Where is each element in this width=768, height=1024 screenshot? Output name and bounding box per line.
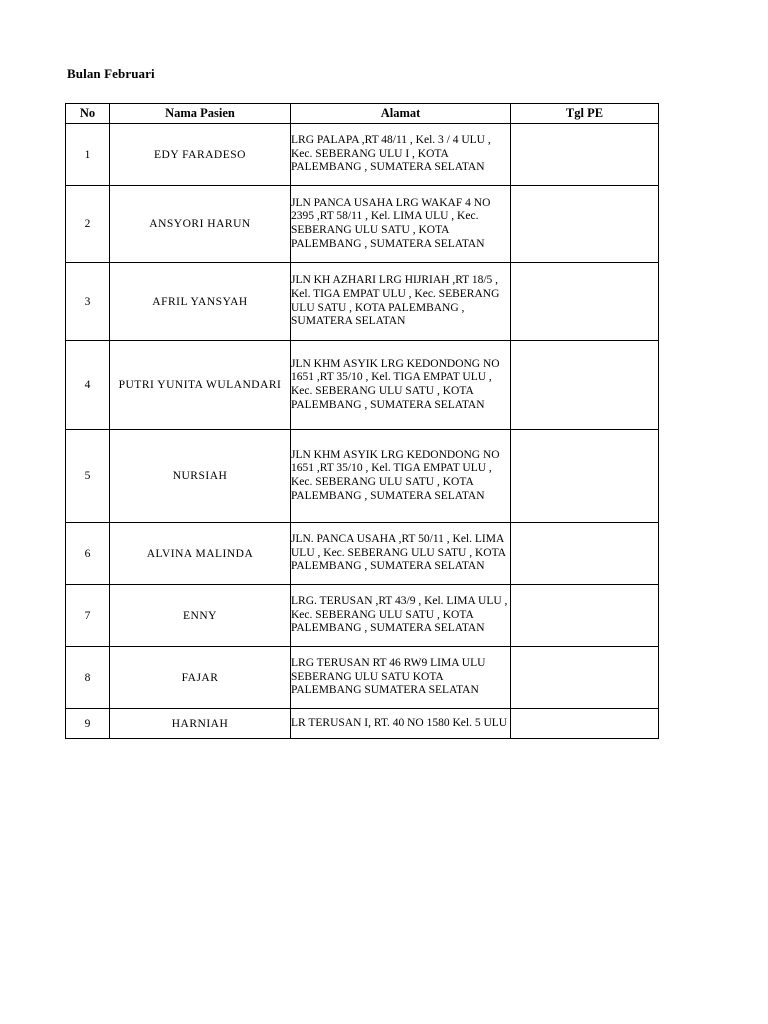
cell-no: 3 <box>66 263 110 341</box>
header-alamat: Alamat <box>291 104 511 124</box>
cell-nama-pasien: FAJAR <box>110 647 291 709</box>
cell-tgl-pe <box>511 585 659 647</box>
cell-tgl-pe <box>511 647 659 709</box>
cell-tgl-pe <box>511 430 659 523</box>
cell-no: 4 <box>66 341 110 430</box>
cell-no: 9 <box>66 709 110 739</box>
cell-nama-pasien: NURSIAH <box>110 430 291 523</box>
cell-alamat: JLN PANCA USAHA LRG WAKAF 4 NO 2395 ,RT 58/11 , Kel. LIMA ULU , Kec. SEBERANG ULU SATU , KOTA PALEMBANG , SUMATERA SELATAN <box>291 186 511 263</box>
cell-tgl-pe <box>511 186 659 263</box>
cell-nama-pasien: ENNY <box>110 585 291 647</box>
cell-tgl-pe <box>511 709 659 739</box>
header-no: No <box>66 104 110 124</box>
table-row <box>66 585 659 647</box>
cell-alamat: LRG. TERUSAN ,RT 43/9 , Kel. LIMA ULU , Kec. SEBERANG ULU SATU , KOTA PALEMBANG , SUMATERA SELATAN <box>291 585 511 647</box>
cell-nama-pasien: AFRIL YANSYAH <box>110 263 291 341</box>
cell-tgl-pe <box>511 124 659 186</box>
cell-alamat: JLN. PANCA USAHA ,RT 50/11 , Kel. LIMA ULU , Kec. SEBERANG ULU SATU , KOTA PALEMBANG , SUMATERA SELATAN <box>291 523 511 585</box>
cell-tgl-pe <box>511 263 659 341</box>
cell-nama-pasien: PUTRI YUNITA WULANDARI <box>110 341 291 430</box>
table-row <box>66 430 659 523</box>
table-row <box>66 186 659 263</box>
patients-table <box>65 103 659 739</box>
cell-tgl-pe <box>511 341 659 430</box>
table-row <box>66 709 659 739</box>
cell-nama-pasien: ALVINA MALINDA <box>110 523 291 585</box>
cell-no: 1 <box>66 124 110 186</box>
cell-alamat: LRG PALAPA ,RT 48/11 , Kel. 3 / 4 ULU , Kec. SEBERANG ULU I , KOTA PALEMBANG , SUMATERA SELATAN <box>291 124 511 186</box>
cell-nama-pasien: HARNIAH <box>110 709 291 739</box>
table-row <box>66 263 659 341</box>
cell-no: 5 <box>66 430 110 523</box>
cell-no: 8 <box>66 647 110 709</box>
table-row <box>66 647 659 709</box>
table-header-row <box>66 104 659 124</box>
table-row <box>66 124 659 186</box>
cell-alamat: JLN KH AZHARI LRG HIJRIAH ,RT 18/5 , Kel. TIGA EMPAT ULU , Kec. SEBERANG ULU SATU , KOTA PALEMBANG , SUMATERA SELATAN <box>291 263 511 341</box>
cell-alamat: JLN KHM ASYIK LRG KEDONDONG NO 1651 ,RT 35/10 , Kel. TIGA EMPAT ULU , Kec. SEBERANG ULU SATU , KOTA PALEMBANG , SUMATERA SELATAN <box>291 430 511 523</box>
cell-no: 2 <box>66 186 110 263</box>
cell-nama-pasien: EDY FARADESO <box>110 124 291 186</box>
table-row <box>66 341 659 430</box>
header-tgl-pe: Tgl PE <box>511 104 659 124</box>
cell-nama-pasien: ANSYORI HARUN <box>110 186 291 263</box>
table-row <box>66 523 659 585</box>
page-title: Bulan Februari <box>67 66 155 81</box>
cell-no: 6 <box>66 523 110 585</box>
cell-alamat: LR TERUSAN I, RT. 40 NO 1580 Kel. 5 ULU <box>291 709 511 739</box>
cell-alamat: LRG TERUSAN RT 46 RW9 LIMA ULU SEBERANG ULU SATU KOTA PALEMBANG SUMATERA SELATAN <box>291 647 511 709</box>
cell-no: 7 <box>66 585 110 647</box>
header-nama-pasien: Nama Pasien <box>110 104 291 124</box>
cell-tgl-pe <box>511 523 659 585</box>
cell-alamat: JLN KHM ASYIK LRG KEDONDONG NO 1651 ,RT 35/10 , Kel. TIGA EMPAT ULU , Kec. SEBERANG ULU SATU , KOTA PALEMBANG , SUMATERA SELATAN <box>291 341 511 430</box>
